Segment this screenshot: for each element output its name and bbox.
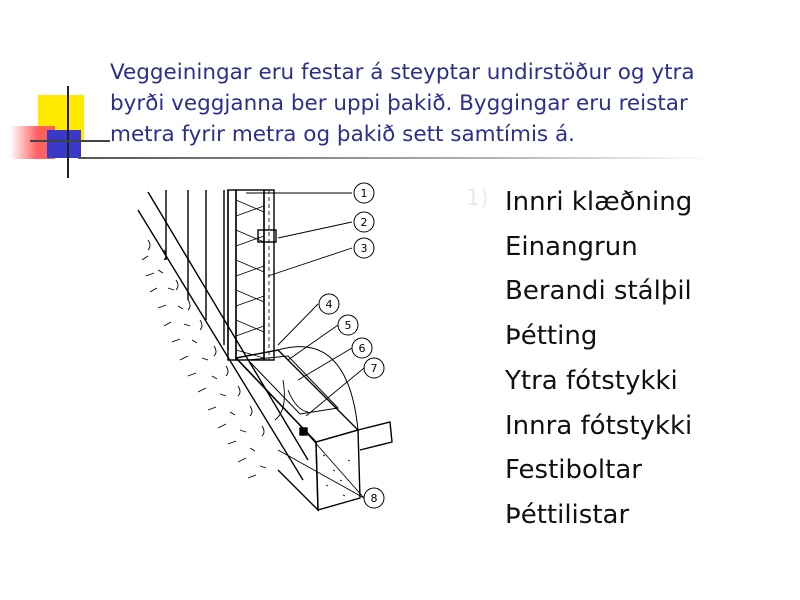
decor-vertical-line [67,86,69,178]
svg-text:2: 2 [360,216,368,229]
wall-foundation-diagram [128,180,398,520]
title-line: byrði veggjanna ber uppi þakið. Byggingar eru reistar [110,91,688,116]
foundation-top [236,350,358,442]
callout-1 [354,183,374,203]
legend-item: Þétting [505,321,598,352]
callout-4 [319,294,339,314]
callout-8 [364,488,384,508]
foundation-front [316,430,360,510]
title-line: metra fyrir metra og þakið sett samtímis á. [110,122,575,147]
legend-item: Innri klæðning [505,187,693,217]
decor-blue-square [47,130,81,158]
legend-item: Ytra fótstykki [505,365,678,396]
title-underline [78,157,713,159]
decor-horizontal-line [30,140,110,142]
svg-text:6: 6 [358,342,366,355]
legend-item: Berandi stálþil [505,276,692,307]
legend-item: Innra fótstykki [505,410,693,441]
component-legend [505,180,692,538]
callout-2 [354,212,374,232]
callout-3 [354,238,374,258]
callout-5 [338,315,358,335]
slide-title [110,57,770,150]
title-line: Veggeiningar eru festar á steyptar undirstöður og ytra [110,60,695,85]
legend-item: Þéttilistar [505,499,630,530]
svg-text:1: 1 [360,187,368,200]
legend-item: Einangrun [505,231,638,262]
svg-text:7: 7 [370,362,378,375]
svg-text:5: 5 [344,319,352,332]
inner-cladding [228,190,236,360]
svg-text:8: 8 [370,492,378,505]
anchor-bolt [300,428,307,435]
svg-text:3: 3 [360,242,368,255]
list-bullet: 1) [466,186,489,211]
legend-item: Festiboltar [505,455,642,486]
svg-text:4: 4 [325,298,333,311]
callout-7 [364,358,384,378]
callout-6 [352,338,372,358]
